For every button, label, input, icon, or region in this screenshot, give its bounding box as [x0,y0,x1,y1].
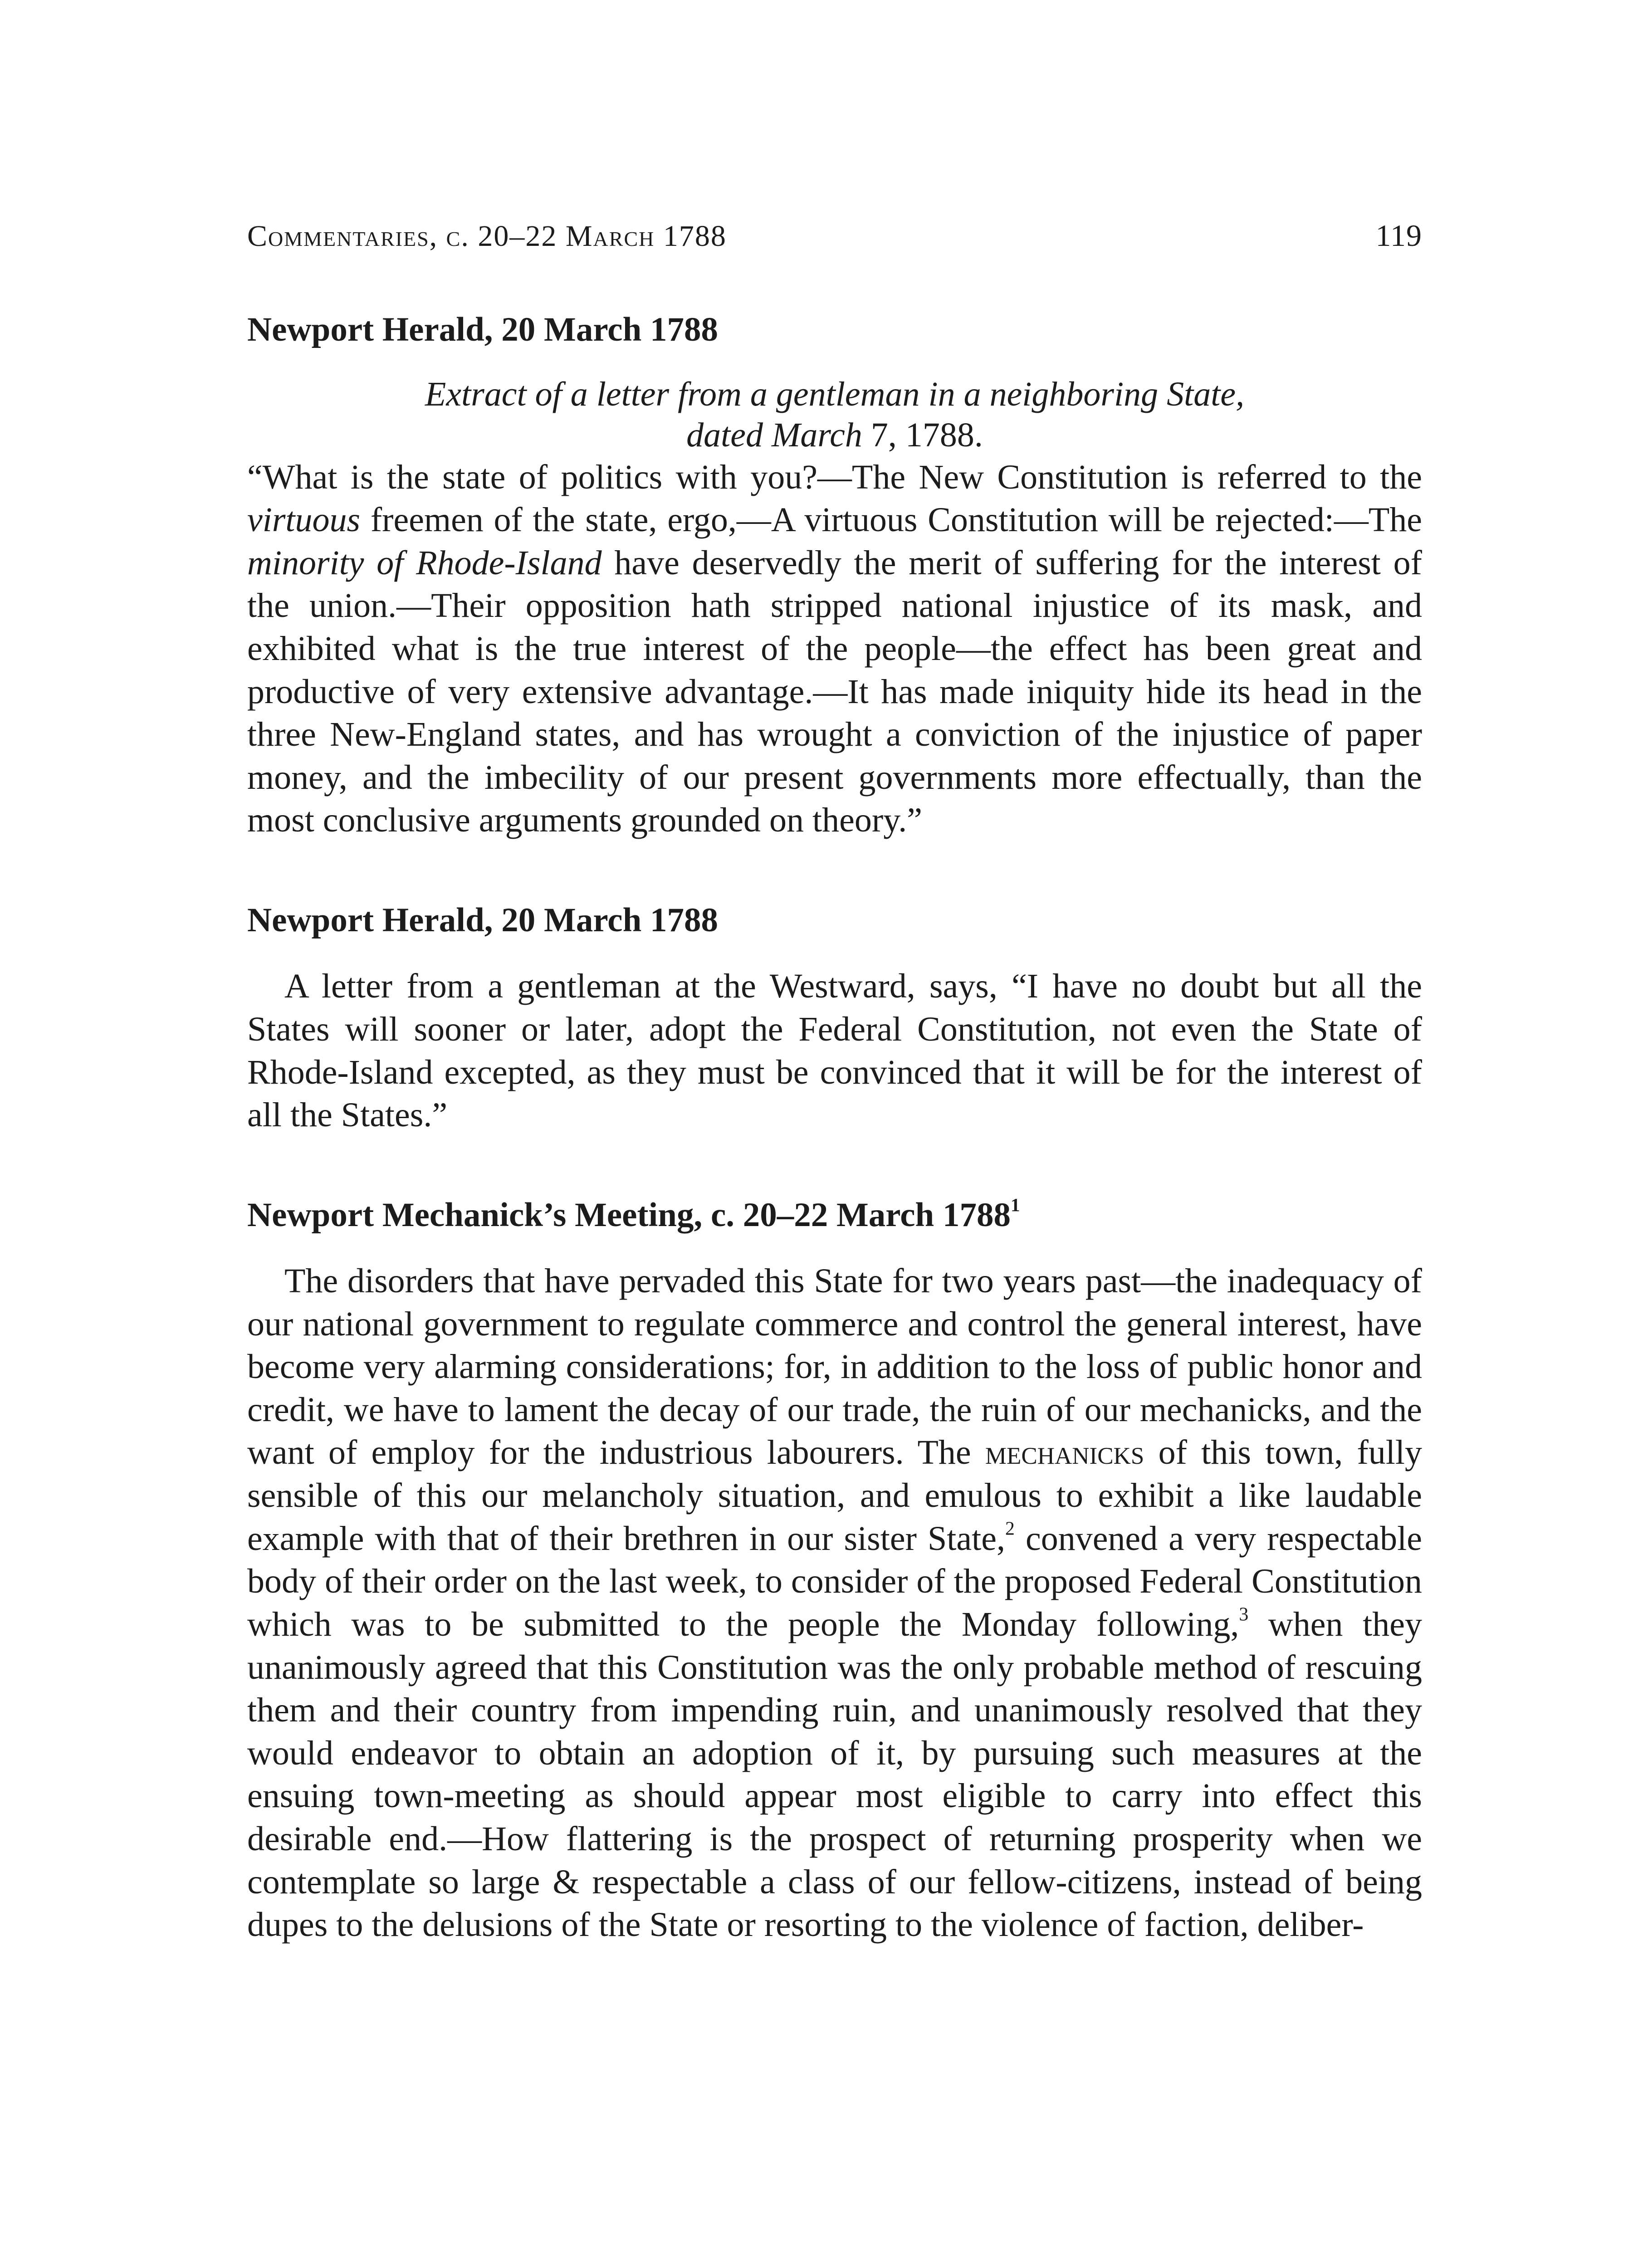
text-run: The disorders that have pervaded this State for two years past—the inadequacy of our national government to regulate commerce and control the general interest, have become very alarming considerations; for, in addition to the loss of public honor and credit, we have to lament the decay of our trade, the ruin of our mechanicks, and the want of employ for the industrious labourers. The [247,1262,1422,1472]
footnote-marker: 1 [1011,1194,1020,1215]
text-run: freemen of the state, ergo,—A virtuous Constitution will be rejected:—The [360,501,1422,539]
small-caps-text: mechanicks [985,1433,1144,1472]
dateline-date: 7, 1788. [870,415,983,454]
text-run: of this town, fully sensible of this our melancholy situation, and emulous to exhibit a like laudable example with that of their brethren in our sister State, [247,1433,1422,1558]
dateline-line-1: Extract of a letter from a gentleman in a neighboring State, [425,375,1245,414]
article-mechanicks-meeting [247,1196,1422,1946]
article-paragraph [247,456,1422,842]
article-paragraph [247,1260,1422,1946]
text-run: have deservedly the merit of suffering for the interest of the union.—Their opposition hath stripped national injustice of its mask, and exhibited what is the true interest of the people—the effect has been great and productive of very extensive advantage.—It has made iniquity hide its head in the three New-England states, and has wrought a conviction of the injustice of paper money, and the imbecility of our present governments more effectually, than the most conclusive arguments grounded on theory.” [247,543,1422,840]
italic-text: minority of Rhode-Island [247,543,602,582]
running-head [247,218,1422,254]
text-run: convened a very respectable body of their order on the last week, to consider of the proposed Federal Constitution which was to be submitted to the people the Monday following, [247,1519,1423,1643]
text-run: when they unanimously agreed that this Constitution was the only probable method of rescuing them and their country from impending ruin, and unanimously resolved that they would endeavor to obtain an adoption of it, by pursuing such measures at the ensuing town-meeting as should appear most eligible to carry into effect this desirable end.—How flattering is the prospect of returning prosperity when we contemplate so large & respectable a class of our fellow-citizens, instead of being dupes to the delusions of the State or resorting to the violence of faction, deliber- [247,1605,1423,1944]
text-run: “What is the state of politics with you?—The New Constitution is referred to the [247,458,1422,496]
footnote-marker: 2 [1005,1518,1015,1540]
article-title: Newport Herald, 20 March 1788 [247,901,719,939]
article-title: Newport Herald, 20 March 1788 [247,311,719,348]
article-title [247,1196,1422,1235]
article-paragraph: A letter from a gentleman at the Westward, says, “I have no doubt but all the States will sooner or later, adopt the Federal Constitution, not even the State of Rhode-Island excepted, as they must be convinced that it will be for the interest of all the States.” [247,967,1422,1134]
running-head-title: Commentaries, c. 20–22 March 1788 [247,220,727,253]
italic-text: virtuous [247,501,361,539]
article-title-text: Newport Mechanick’s Meeting, c. 20–22 March 1788 [247,1196,1011,1234]
page-number: 119 [1375,218,1422,253]
letter-dateline [247,374,1422,455]
footnote-marker: 3 [1239,1604,1249,1625]
article-newport-herald-letter [247,310,1422,842]
dateline-line-2: dated March [686,415,871,454]
article-newport-herald-westward [247,901,1422,1137]
